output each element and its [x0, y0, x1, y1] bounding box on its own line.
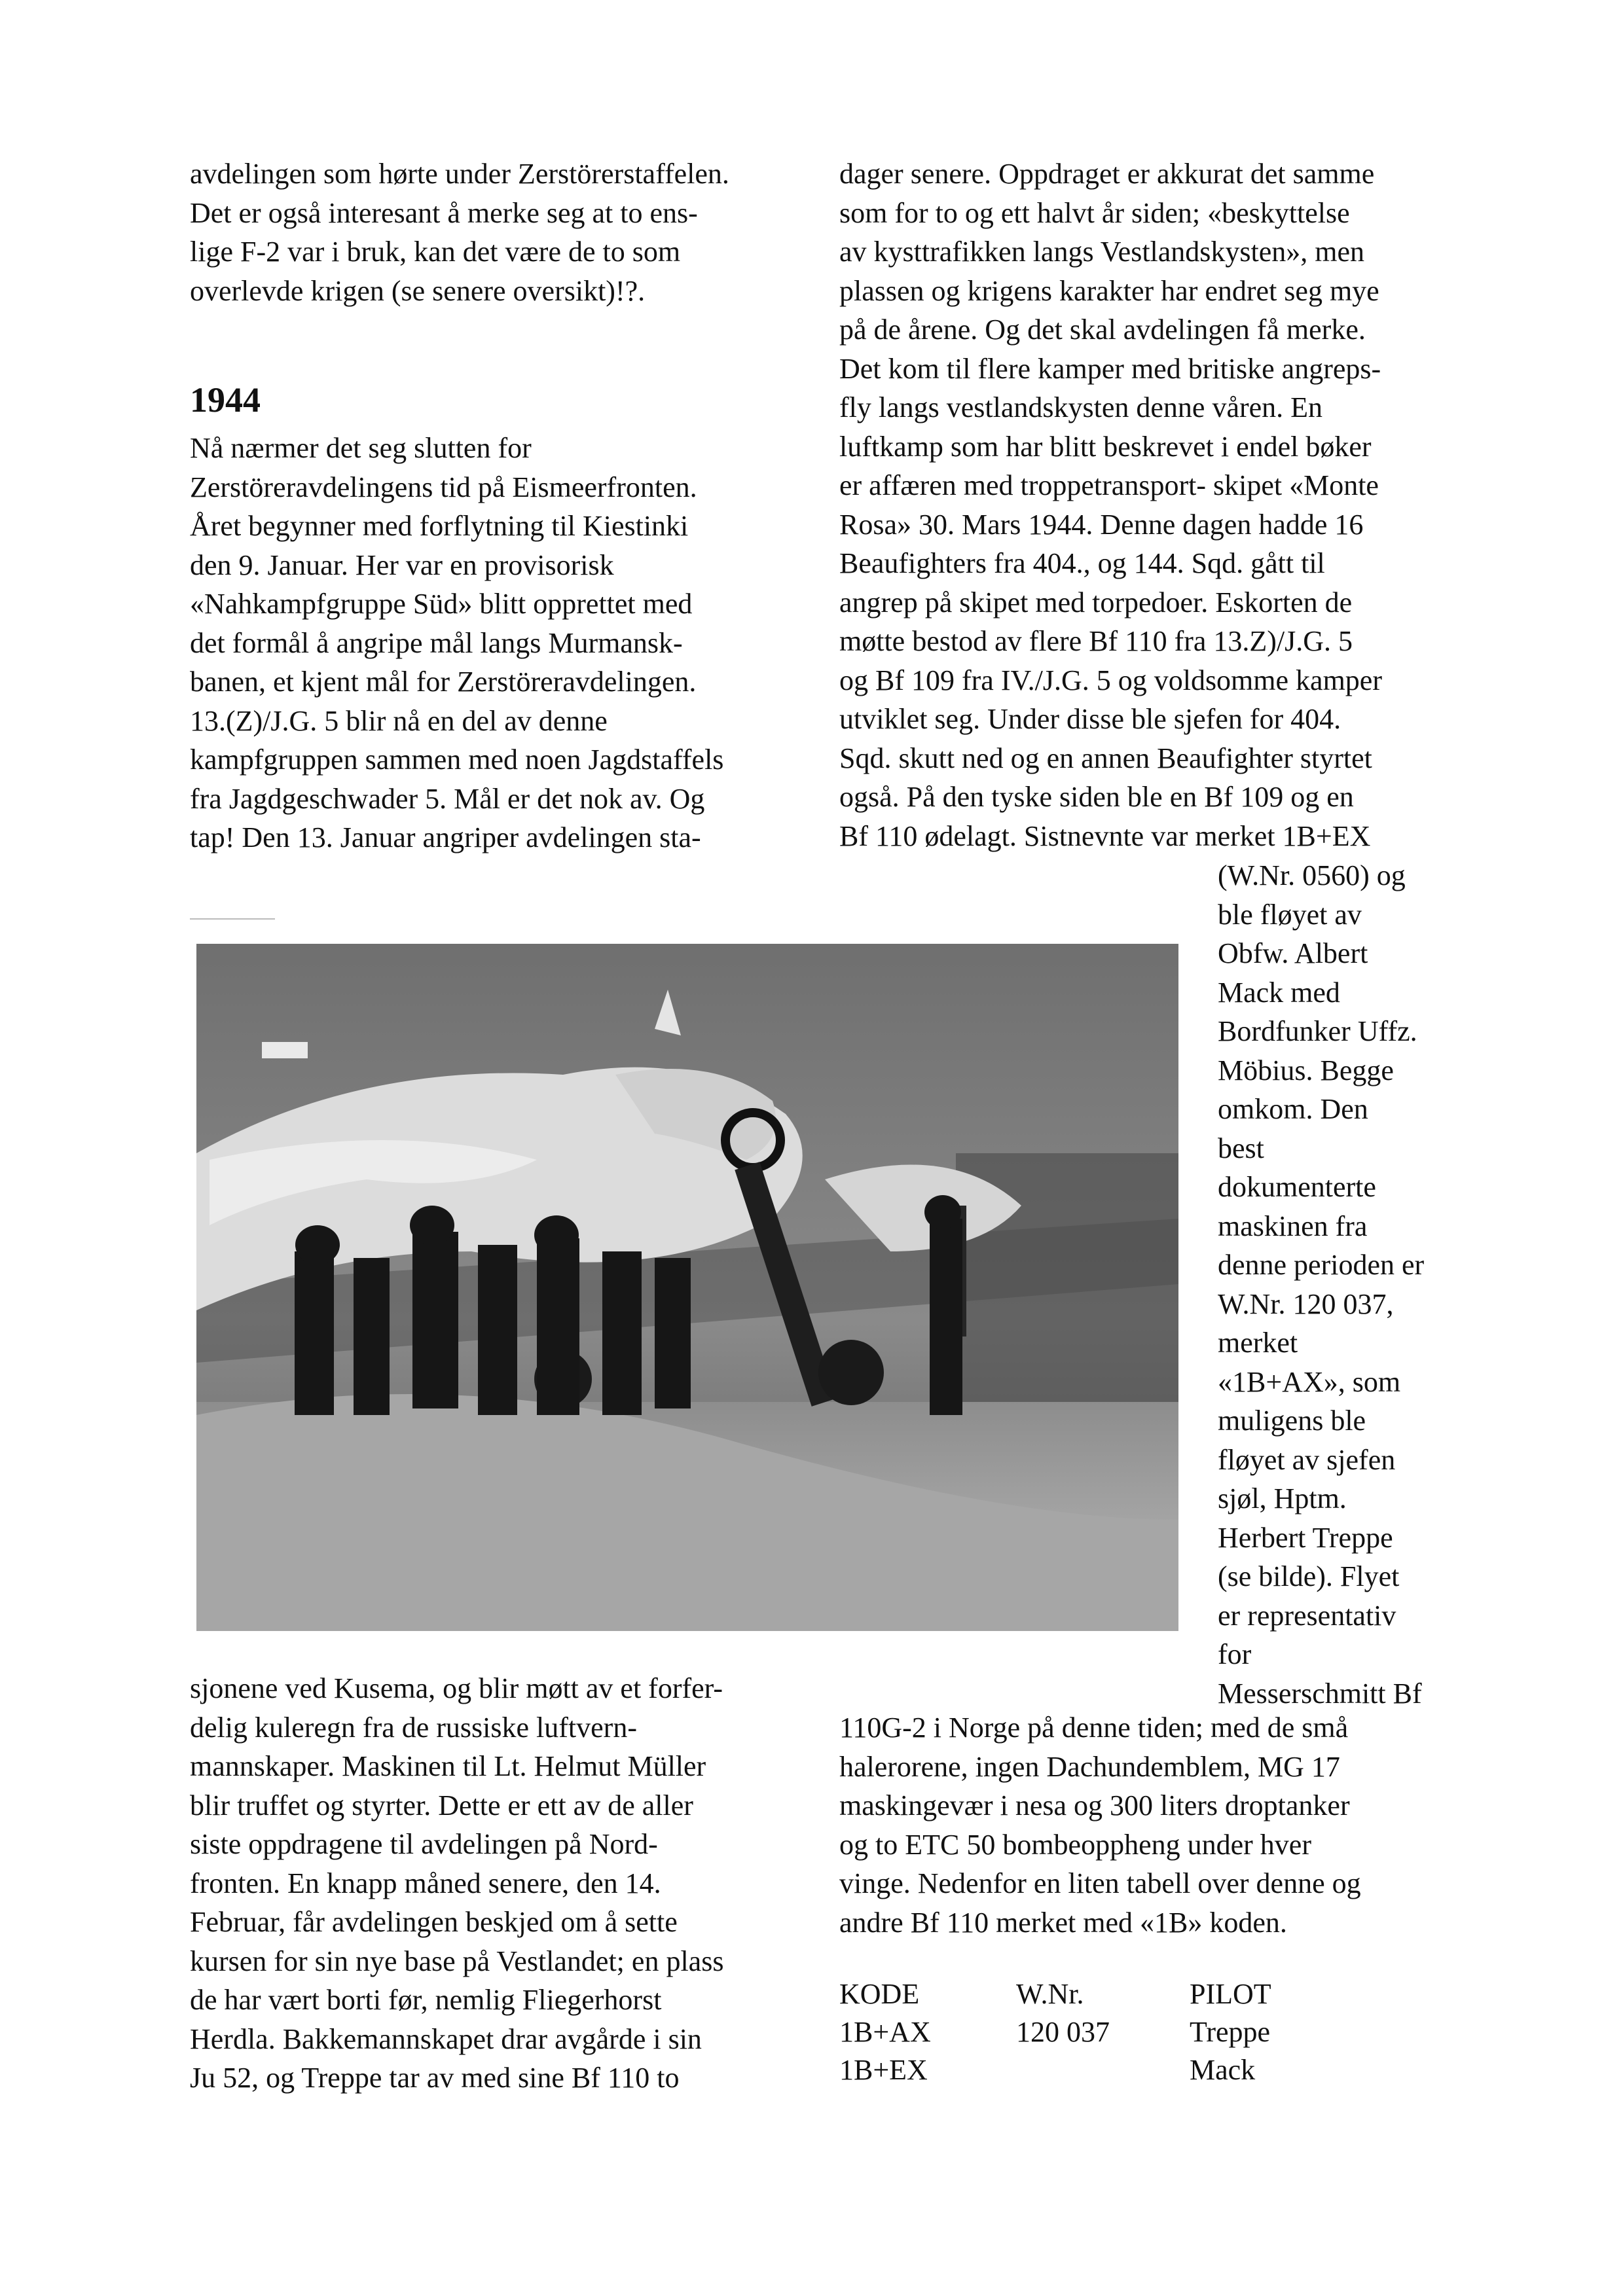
text-line: andre Bf 110 merket med «1B» koden.	[839, 1906, 1287, 1939]
left-paragraph-2	[190, 1669, 723, 2098]
text-line: Nå nærmer det seg slutten for	[190, 432, 532, 464]
text-line: kursen for sin nye base på Vestlandet; en plass	[190, 1945, 724, 1977]
text-line: sjøl, Hptm.	[1218, 1482, 1347, 1515]
text-line: Bf 110 ødelagt. Sistnevnte var merket 1B+EX	[839, 819, 1371, 852]
text-line: Beaufighters fra 404., og 144. Sqd. gått til	[839, 547, 1325, 579]
text-line: luftkamp som har blitt beskrevet i endel bøker	[839, 430, 1372, 463]
table-cell-wnr: 120 037	[1016, 2016, 1110, 2048]
text-line: fronten. En knapp måned senere, den 14.	[190, 1867, 661, 1899]
text-line: også. På den tyske siden ble en Bf 109 og en	[839, 781, 1354, 813]
text-line: angrep på skipet med torpedoer. Eskorten de	[839, 586, 1353, 619]
text-line: «1B+AX», som	[1218, 1365, 1401, 1398]
short-divider	[190, 918, 275, 920]
right-paragraph-1	[839, 154, 1382, 855]
text-line: Februar, får avdelingen beskjed om å sette	[190, 1906, 678, 1938]
table-cell-kode: 1B+AX	[839, 2016, 931, 2048]
text-line: maskingevær i nesa og 300 liters droptanker	[839, 1789, 1350, 1821]
text-line: siste oppdragene til avdelingen på Nord-	[190, 1828, 658, 1860]
column-header-kode: KODE	[839, 1978, 920, 2010]
text-line: Herdla. Bakkemannskapet drar avgårde i sin	[190, 2022, 702, 2055]
text-line: Rosa» 30. Mars 1944. Denne dagen hadde 16	[839, 508, 1364, 541]
text-line: maskinen fra	[1218, 1210, 1368, 1242]
text-line: og Bf 109 fra IV./J.G. 5 og voldsomme kamper	[839, 664, 1382, 696]
text-line: Herbert Treppe	[1218, 1521, 1393, 1554]
text-line: W.Nr. 120 037,	[1218, 1287, 1394, 1320]
text-line: 13.(Z)/J.G. 5 blir nå en del av denne	[190, 704, 608, 737]
text-line: Bordfunker Uffz.	[1218, 1015, 1417, 1047]
text-line: og to ETC 50 bombeoppheng under hver	[839, 1828, 1311, 1861]
text-line: tap! Den 13. Januar angriper avdelingen sta-	[190, 821, 701, 853]
text-line: dager senere. Oppdraget er akkurat det samme	[839, 158, 1375, 190]
text-line: som for to og ett halvt år siden; «beskyttelse	[839, 196, 1350, 229]
text-line: de har vært borti før, nemlig Fliegerhorst	[190, 1984, 662, 2016]
table-cell-kode: 1B+EX	[839, 2054, 928, 2086]
text-line: Mack med	[1218, 976, 1340, 1009]
column-header-wnr: W.Nr.	[1016, 1978, 1084, 2010]
text-line: omkom. Den	[1218, 1093, 1368, 1125]
text-line: Sqd. skutt ned og en annen Beaufighter styrtet	[839, 742, 1372, 774]
text-line: av kysttrafikken langs Vestlandskysten», men	[839, 236, 1365, 268]
text-line: mannskaper. Maskinen til Lt. Helmut Müller	[190, 1750, 706, 1782]
text-line: utviklet seg. Under disse ble sjefen for 404.	[839, 703, 1341, 735]
text-line: kampfgruppen sammen med noen Jagdstaffels	[190, 744, 724, 776]
section-heading-1944: 1944	[190, 380, 261, 420]
text-line: er affæren med troppetransport- skipet «Monte	[839, 469, 1379, 501]
table-cell-pilot: Treppe	[1190, 2016, 1271, 2048]
text-line: fra Jagdgeschwader 5. Mål er det nok av. Og	[190, 782, 705, 815]
text-line: denne perioden er	[1218, 1249, 1425, 1281]
text-line: Obfw. Albert	[1218, 937, 1368, 969]
text-line: banen, et kjent mål for Zerstöreravdelingen.	[190, 666, 697, 698]
text-line: delig kuleregn fra de russiske luftvern-	[190, 1711, 637, 1744]
text-line: Det er også interesant å merke seg at to ens-	[190, 196, 698, 229]
text-line: Ju 52, og Treppe tar av med sine Bf 110 to	[190, 2062, 680, 2094]
text-line: det formål å angripe mål langs Murmansk-	[190, 626, 683, 659]
text-line: på de årene. Og det skal avdelingen få merke.	[839, 314, 1366, 346]
text-line: (W.Nr. 0560) og	[1218, 859, 1406, 891]
text-line: for	[1218, 1638, 1252, 1670]
text-line: Möbius. Begge	[1218, 1054, 1394, 1086]
left-paragraph-1	[190, 429, 723, 857]
text-line: avdelingen som hørte under Zerstörerstaffelen.	[190, 158, 729, 190]
text-line: ble fløyet av	[1218, 898, 1362, 931]
text-line: merket	[1218, 1327, 1298, 1359]
left-intro-paragraph	[190, 154, 729, 310]
text-line: overlevde krigen (se senere oversikt)!?.	[190, 274, 646, 307]
bf110-photo-illustration	[196, 944, 1178, 1631]
text-line: Året begynner med forflytning til Kiestinki	[190, 510, 689, 542]
text-line: vinge. Nedenfor en liten tabell over denne og	[839, 1867, 1361, 1899]
right-paragraph-2	[839, 1708, 1361, 1942]
text-line: er representativ	[1218, 1599, 1396, 1632]
text-line: dokumenterte	[1218, 1171, 1376, 1203]
column-header-pilot: PILOT	[1190, 1978, 1271, 2010]
aircraft-photo	[196, 944, 1178, 1631]
text-line: sjonene ved Kusema, og blir møtt av et forfer-	[190, 1672, 723, 1704]
text-line: blir truffet og styrter. Dette er ett av de aller	[190, 1789, 693, 1821]
text-line: «Nahkampfgruppe Süd» blitt opprettet med	[190, 588, 693, 620]
text-line: den 9. Januar. Her var en provisorisk	[190, 548, 614, 581]
text-line: møtte bestod av flere Bf 110 fra 13.Z)/J.G. 5	[839, 625, 1353, 657]
text-line: fly langs vestlandskysten denne våren. En	[839, 391, 1323, 423]
table-cell-pilot: Mack	[1190, 2054, 1256, 2086]
text-line: Zerstöreravdelingens tid på Eismeerfronten.	[190, 471, 697, 503]
text-line: plassen og krigens karakter har endret seg mye	[839, 274, 1379, 307]
text-line: best	[1218, 1132, 1264, 1164]
text-line: muligens ble	[1218, 1405, 1366, 1437]
text-line: Det kom til flere kamper med britiske angreps-	[839, 352, 1381, 385]
right-narrow-column-text	[1218, 856, 1424, 1713]
text-line: 110G-2 i Norge på denne tiden; med de små	[839, 1712, 1349, 1744]
text-line: lige F-2 var i bruk, kan det være de to som	[190, 236, 681, 268]
text-line: Messerschmitt Bf	[1218, 1677, 1422, 1710]
text-line: (se bilde). Flyet	[1218, 1560, 1400, 1592]
text-line: fløyet av sjefen	[1218, 1443, 1396, 1476]
text-line: halerorene, ingen Dachundemblem, MG 17	[839, 1750, 1340, 1783]
